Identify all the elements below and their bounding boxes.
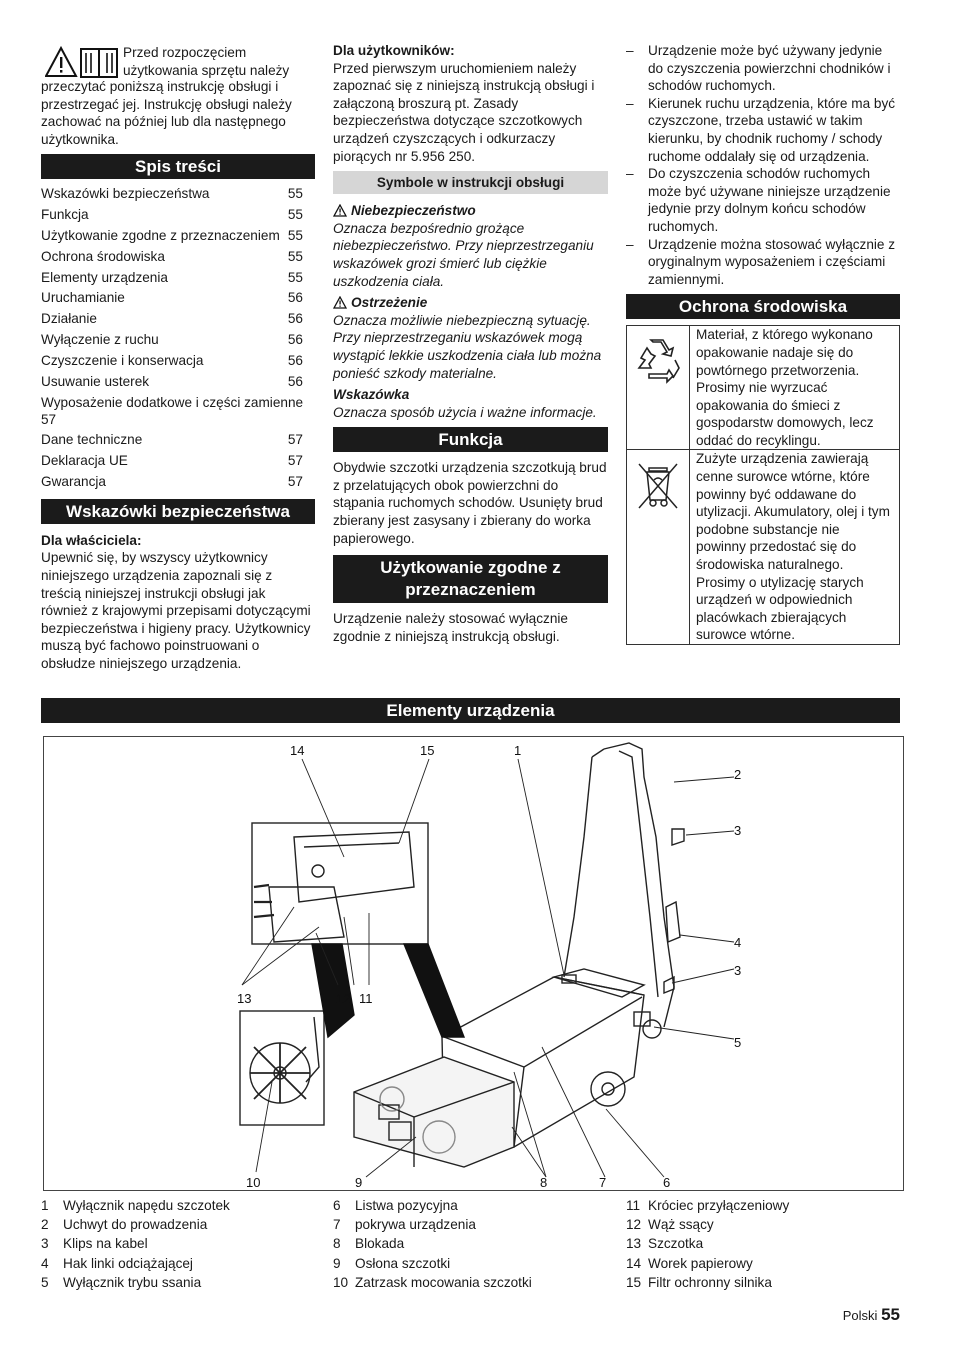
intro-header xyxy=(41,42,315,77)
callout-8: 8 xyxy=(540,1175,548,1190)
bin-icon-cell xyxy=(627,450,690,645)
legend-item: 9 Osłona szczotki xyxy=(333,1255,451,1271)
legend-column-1 xyxy=(41,1196,230,1292)
safety-heading: Wskazówki bezpieczeństwa xyxy=(41,499,315,524)
callout-3b: 3 xyxy=(734,963,742,978)
recycling-icon xyxy=(633,334,683,384)
users-label: Dla użytkowników: xyxy=(333,43,455,58)
column-right xyxy=(626,42,900,645)
intro-text: przeczytać poniższą instrukcję obsługi i przestrzegać jej. Instrukcję obsługi należy zachować na później lub dla następnego użytkownika. xyxy=(41,79,292,147)
legend-column-3 xyxy=(626,1196,789,1292)
toc-item[interactable]: Deklaracja UE 57 xyxy=(41,453,303,469)
toc-item[interactable]: Usuwanie usterek 56 xyxy=(41,373,303,389)
legend-item: 10 Zatrzask mocowania szczotki xyxy=(333,1274,532,1290)
machine-diagram xyxy=(43,736,904,1191)
recycle-row xyxy=(627,326,900,450)
toc-item[interactable]: Czyszczenie i konserwacja 56 xyxy=(41,352,303,368)
intro-line-2: użytkowania sprzętu należy xyxy=(123,62,290,78)
callout-14: 14 xyxy=(290,743,305,758)
toc-item[interactable]: Elementy urządzenia 55 xyxy=(41,269,303,285)
callout-3a: 3 xyxy=(734,823,742,838)
intended-use-heading: Użytkowanie zgodne z przeznaczeniem xyxy=(333,555,608,603)
environment-table xyxy=(626,325,900,645)
warning-manual-icon xyxy=(45,46,121,80)
callout-5: 5 xyxy=(734,1035,742,1050)
elements-heading: Elementy urządzenia xyxy=(41,698,900,723)
toc-item[interactable]: Wyłączenie z ruchu 56 xyxy=(41,331,303,347)
escalator-cleaner-drawing xyxy=(44,737,905,1192)
callout-6: 6 xyxy=(663,1175,671,1190)
legend-item: 4 Hak linki odciążającej xyxy=(41,1255,193,1271)
disposal-text: Zużyte urządzenia zawierają cenne surowce wtórne, które powinny być oddawane do utylizacji. Akumulatory, olej i tym podobne substancje nie powinny przedostać się do środowiska naturalnego. Prosimy o utylizację starych urządzeń w odpowiednich placówkach zbierających surowce wtórne. xyxy=(690,450,900,645)
caution-warning-icon xyxy=(333,296,347,309)
environment-heading: Ochrona środowiska xyxy=(626,294,900,319)
callout-7: 7 xyxy=(599,1175,607,1190)
page-footer xyxy=(843,1306,900,1325)
intended-use-bullet: – Urządzenie może być używany jedynie do czyszczenia powierzchni chodników i schodów ruchomych. xyxy=(626,43,891,94)
callout-4: 4 xyxy=(734,935,742,950)
intro-line-1: Przed rozpoczęciem xyxy=(123,45,247,60)
note-label: Wskazówka xyxy=(333,387,410,403)
function-heading: Funkcja xyxy=(333,427,608,452)
legend-item: 3 Klips na kabel xyxy=(41,1236,148,1252)
toc-item[interactable]: Gwarancja 57 xyxy=(41,473,303,489)
column-left xyxy=(41,42,315,672)
intended-use-bullet: – Kierunek ruchu urządzenia, które ma być czyszczone, trzeba ustawić w takim kierunku, by chodnik ruchomy / schody ruchome oddalały się od urządzenia. xyxy=(626,95,896,164)
callout-12: 12 xyxy=(336,991,351,1006)
callout-13: 13 xyxy=(237,991,252,1006)
warning-label: Ostrzeżenie xyxy=(333,294,608,312)
recycle-text: Materiał, z którego wykonano opakowanie nadaje się do powtórnego przetworzenia. Prosimy nie wyrzucać opakowania do śmieci z gospodarstw domowych, lecz oddać do recyklingu. xyxy=(690,326,900,450)
legend-item: 11 Króciec przyłączeniowy xyxy=(626,1198,790,1213)
callout-2: 2 xyxy=(734,767,742,782)
toc-item[interactable]: Uruchamianie 56 xyxy=(41,290,303,306)
intended-use-text: Urządzenie należy stosować wyłącznie zgodnie z niniejszą instrukcją obsługi. xyxy=(333,611,568,644)
legend-item: 13 Szczotka xyxy=(626,1236,704,1252)
recycle-icon-cell xyxy=(627,326,690,450)
legend-column-2 xyxy=(333,1196,532,1292)
danger-text: Oznacza bezpośrednio grożące niebezpieczeństwo. Przy nieprzestrzeganiu wskazówek grozi śmierć lub ciężkie uszkodzenia ciała. xyxy=(333,220,594,289)
toc-item[interactable]: Działanie 56 xyxy=(41,311,303,327)
legend-item: 5 Wyłącznik trybu ssania xyxy=(41,1274,202,1290)
users-text: Przed pierwszym uruchomieniem należy zapoznać się z niniejszą instrukcją obsługi i załączoną broszurą pt. Zasady bezpieczeństwa dotyczące szczotkowych urządzeń czyszczących i odkurzaczy piorących nr 5.956 250. xyxy=(333,60,595,164)
legend-item: 2 Uchwyt do prowadzenia xyxy=(41,1217,208,1233)
note-text: Oznacza sposób użycia i ważne informacje. xyxy=(333,404,597,420)
toc-item[interactable]: Dane techniczne 57 xyxy=(41,432,303,448)
legend-item: 8 Blokada xyxy=(333,1236,405,1252)
owner-text: Upewnić się, by wszyscy użytkownicy niniejszego urządzenia zapoznali się z treścią niniejszej instrukcji obsługi jak również z krajowymi przepisami dotyczącymi bezpieczeństwa i higieny pracy. Użytkownicy muszą być fachowo poinstruowani o obsłudze niniejszego urządzenia. xyxy=(41,550,311,671)
symbols-heading: Symbole w instrukcji obsługi xyxy=(333,171,608,194)
callout-10: 10 xyxy=(246,1175,261,1190)
warning-text: Oznacza możliwie niebezpieczną sytuację. Przy nieprzestrzeganiu wskazówek mogą wystąpić lekkie uszkodzenia ciała lub można ponieść szkody materialne. xyxy=(333,312,602,381)
legend-item: 7 pokrywa urządzenia xyxy=(333,1217,476,1233)
danger-warning-icon xyxy=(333,204,347,217)
function-text: Obydwie szczotki urządzenia szczotkują brud z przelatujących obok powierzchni do stąpania ruchomych schodów. Usunięty brud zbierany jest zasysany i zbierany do worka papierowego. xyxy=(333,460,607,546)
owner-label: Dla właściciela: xyxy=(41,532,142,548)
toc-item[interactable]: Ochrona środowiska 55 xyxy=(41,248,303,264)
legend-item: 15 Filtr ochronny silnika xyxy=(626,1274,772,1290)
page-number: 55 xyxy=(881,1305,900,1324)
callout-15: 15 xyxy=(420,743,435,758)
legend-item: 1 Wyłącznik napędu szczotek xyxy=(41,1198,230,1213)
toc-list xyxy=(41,184,315,492)
column-middle xyxy=(333,42,608,645)
callout-1: 1 xyxy=(514,743,522,758)
toc-item[interactable]: Wyposażenie dodatkowe i części zamienne 57 xyxy=(41,395,304,428)
legend-item: 14 Worek papierowy xyxy=(626,1255,753,1271)
disposal-row xyxy=(627,450,900,645)
callout-11: 11 xyxy=(359,991,373,1006)
footer-language: Polski xyxy=(842,1308,878,1323)
toc-item[interactable]: Użytkowanie zgodne z przeznaczeniem 55 xyxy=(41,227,303,243)
callout-9: 9 xyxy=(355,1175,363,1190)
intended-use-bullet: – Urządzenie można stosować wyłącznie z oryginalnym wyposażeniem i częściami zamiennymi. xyxy=(626,236,896,287)
toc-item[interactable]: Funkcja 55 xyxy=(41,207,303,223)
intended-use-bullet: – Do czyszczenia schodów ruchomych może być używane niniejsze urządzenie jedynie przy dolnym końcu schodów ruchomych. xyxy=(626,166,891,234)
legend-item: 6 Listwa pozycyjna xyxy=(333,1198,458,1213)
crossed-out-bin-icon xyxy=(633,458,683,512)
toc-heading: Spis treści xyxy=(41,154,315,179)
toc-item[interactable]: Wskazówki bezpieczeństwa 55 xyxy=(41,186,303,202)
danger-label: Niebezpieczeństwo xyxy=(333,202,608,220)
legend-item: 12 Wąż ssący xyxy=(626,1217,714,1233)
